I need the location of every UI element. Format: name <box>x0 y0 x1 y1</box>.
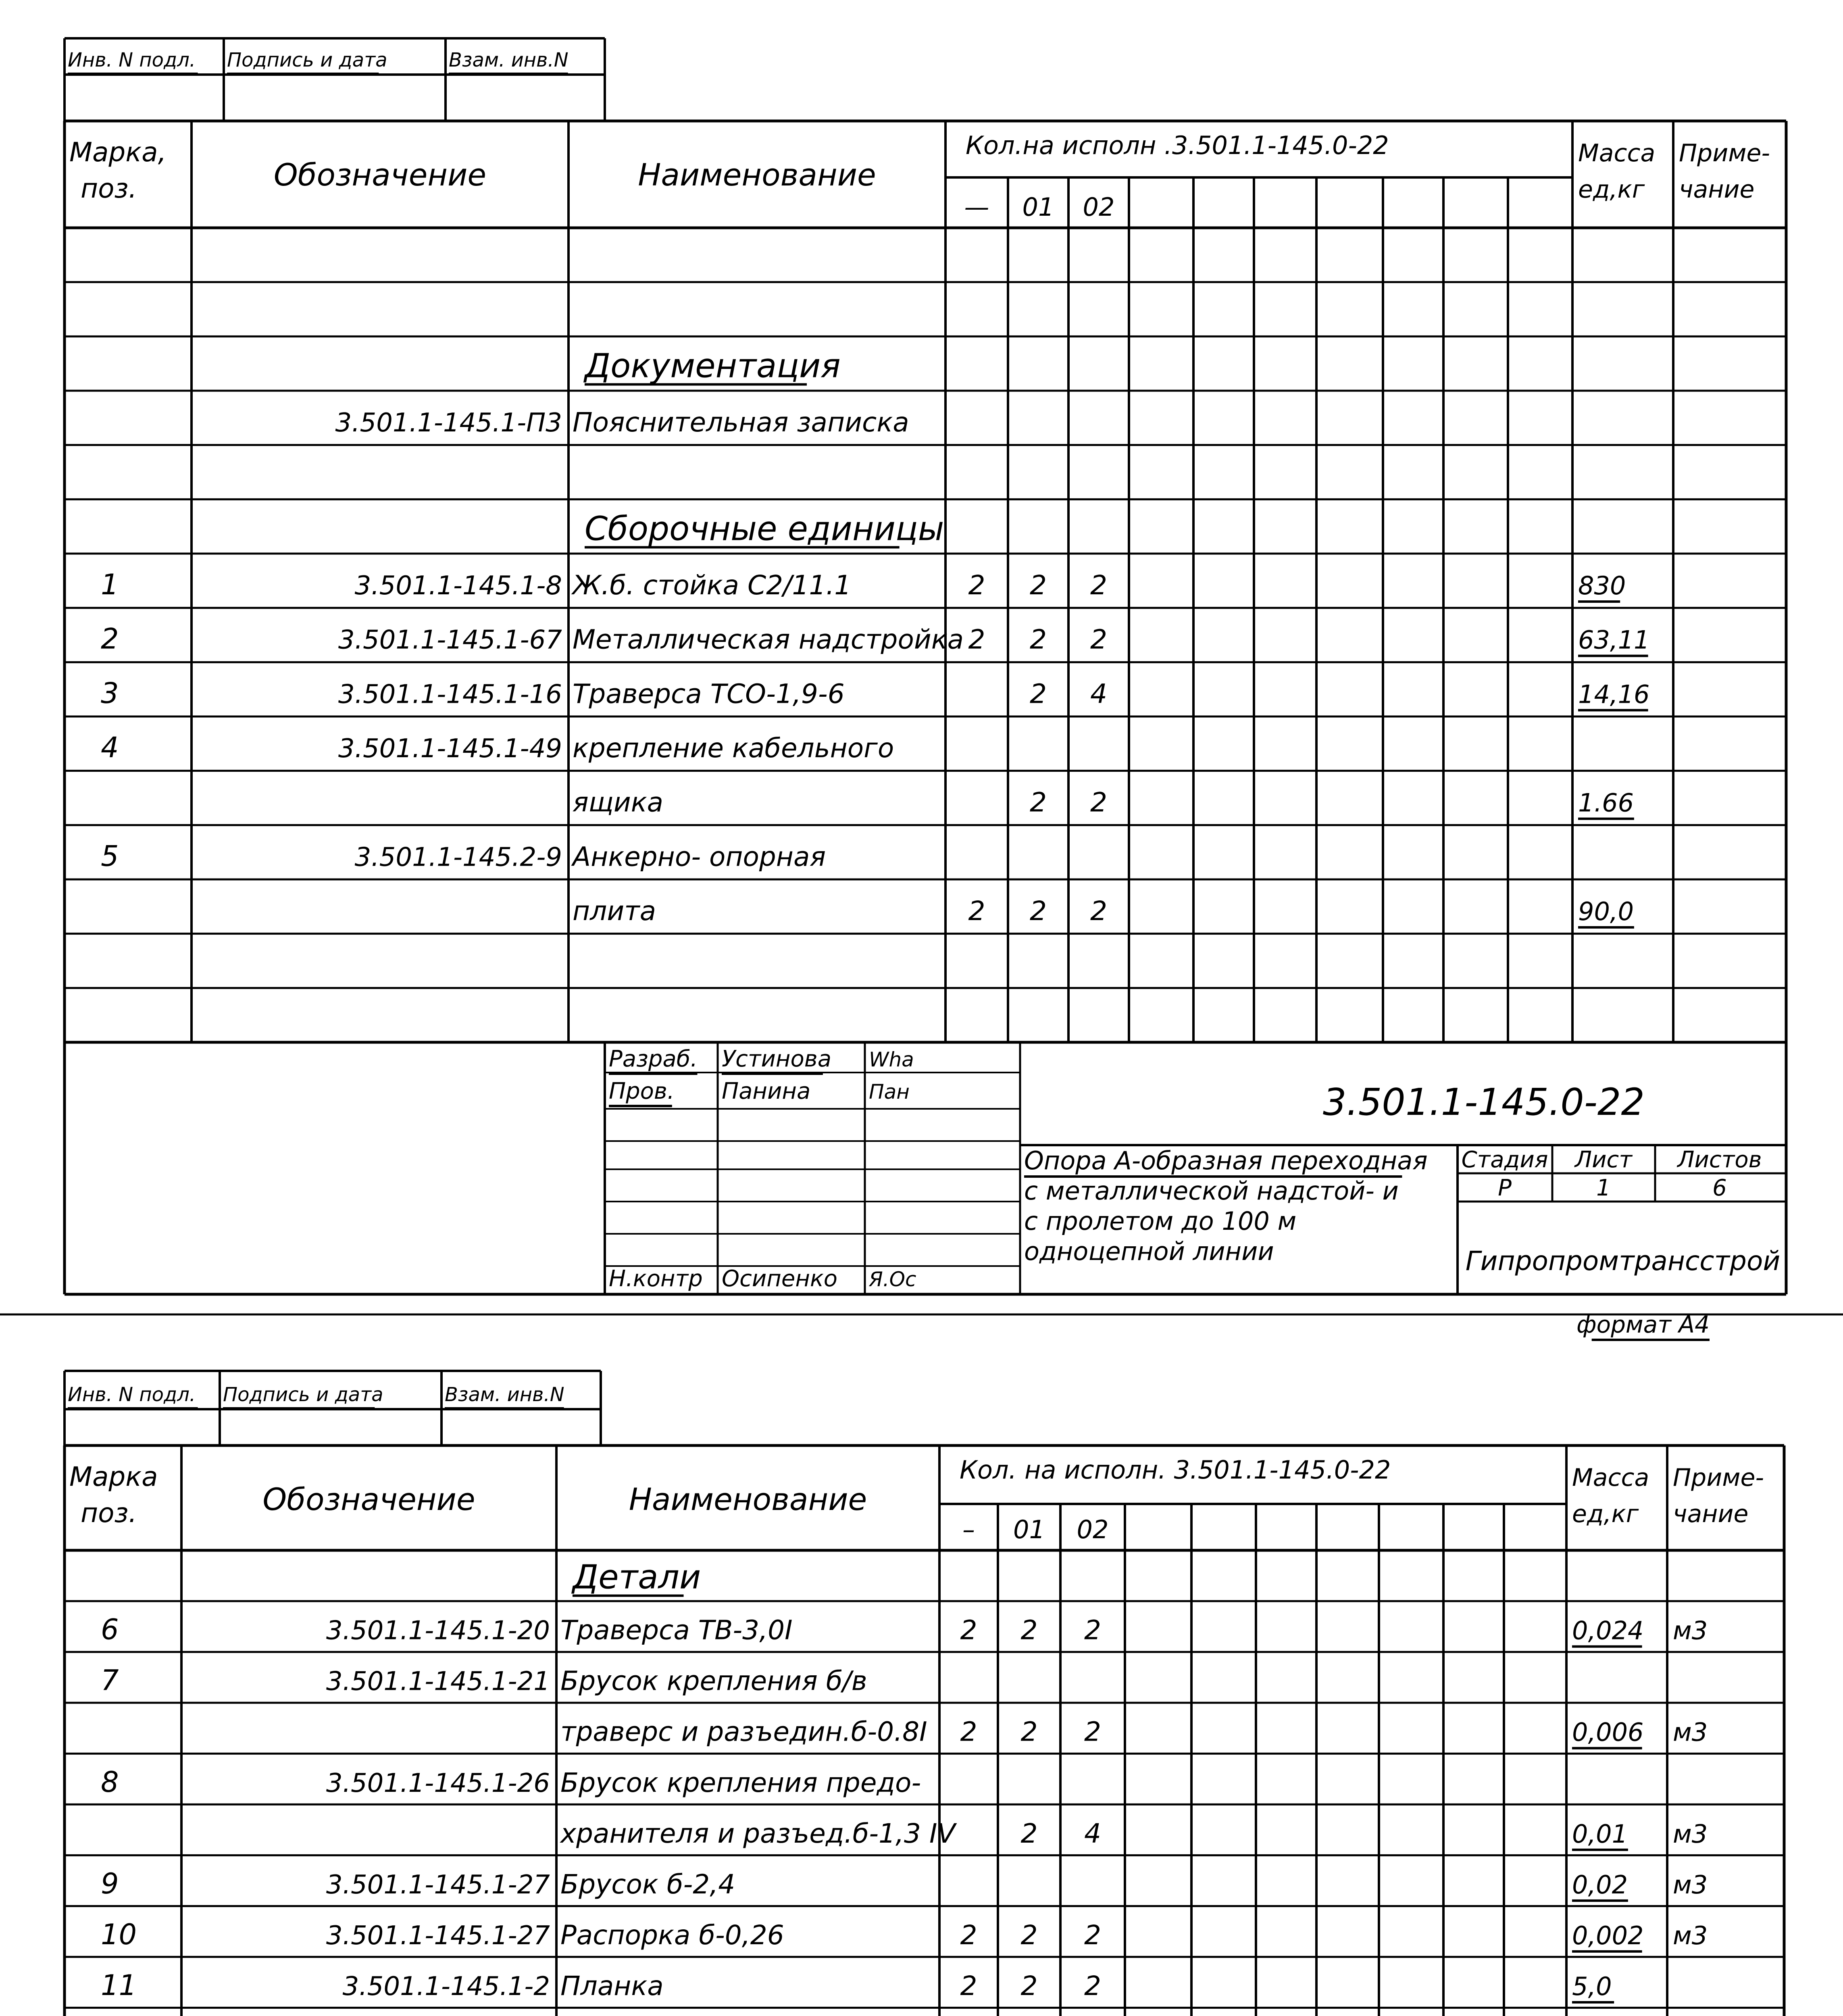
cell-position: 2 <box>101 622 119 656</box>
cell-name: Траверса ТСО-1,9-6 <box>573 678 845 710</box>
stamp-title-line: Опора А-образная переходная <box>1024 1146 1428 1175</box>
header-poz: поз. <box>81 1497 137 1529</box>
header-designation: Обозначение <box>273 157 487 193</box>
cell-designation: 3.501.1-145.1-21 <box>326 1666 550 1697</box>
cell-mass: 14,16 <box>1578 679 1650 709</box>
header-note: Приме- <box>1673 1464 1764 1492</box>
cell-qty-02: 2 <box>1084 1716 1101 1747</box>
header-name: Наименование <box>629 1481 867 1517</box>
cell-position: 9 <box>101 1867 119 1900</box>
cell-qty-02: 2 <box>1090 896 1107 927</box>
header-name: Наименование <box>638 157 876 193</box>
cell-name: Ж.б. стойка С2/11.1 <box>573 570 852 601</box>
cell-designation: 3.501.1-145.1-П3 <box>335 408 562 438</box>
stamp-checker-name: Панина <box>722 1078 811 1104</box>
cell-qty-base: 2 <box>968 624 985 655</box>
cell-designation: 3.501.1-145.1-2 <box>342 1971 550 2001</box>
cell-designation: 3.501.1-145.1-16 <box>338 679 562 710</box>
stamp-organization: Гипропромтрансстрой <box>1465 1245 1781 1277</box>
cell-name: ящика <box>573 787 664 818</box>
stamp-checked-label: Пров. <box>609 1078 675 1104</box>
corner-vzam-label: Взам. инв.N <box>449 49 569 71</box>
cell-qty-01: 2 <box>1020 1818 1038 1849</box>
cell-name: траверс и разъедин.б-0.8I <box>560 1716 927 1747</box>
header-variant-base: – <box>962 1515 975 1544</box>
cell-mass: 90,0 <box>1578 897 1634 926</box>
cell-name: хранителя и разъед.б-1,3 IV <box>560 1818 956 1849</box>
stamp-title-line: с металлической надстой- и <box>1024 1176 1399 1206</box>
cell-qty-base: 2 <box>960 1970 977 2001</box>
corner-sign-label: Подпись и дата <box>227 49 387 71</box>
stamp-sheet-value: 1 <box>1596 1175 1611 1201</box>
cell-name: Сборочные единицы <box>585 510 944 548</box>
cell-position: 3 <box>101 677 119 710</box>
header-mass: Масса <box>1578 139 1656 167</box>
stamp-stage-label: Стадия <box>1461 1147 1548 1173</box>
cell-name: Пояснительная записка <box>573 407 909 438</box>
cell-name: Планка <box>560 1970 664 2001</box>
cell-name: плита <box>573 896 656 927</box>
cell-note: м3 <box>1673 1920 1708 1950</box>
header-poz: поз. <box>81 173 137 204</box>
cell-note: м3 <box>1673 1717 1708 1747</box>
stamp-document-code: 3.501.1-145.0-22 <box>1323 1081 1645 1124</box>
cell-note: м3 <box>1673 1616 1708 1645</box>
stamp-developed-label: Разраб. <box>609 1046 698 1072</box>
cell-designation: 3.501.1-145.1-27 <box>326 1870 550 1900</box>
cell-position: 6 <box>101 1613 119 1646</box>
cell-name: крепление кабельного <box>573 733 894 764</box>
header-variant-base: — <box>964 192 989 222</box>
cell-mass: 0,01 <box>1572 1819 1628 1849</box>
header-quantity: Кол. на исполн. 3.501.1-145.0-22 <box>960 1455 1391 1485</box>
header-variant-01: 01 <box>1022 192 1054 222</box>
cell-qty-01: 2 <box>1030 570 1047 601</box>
header-mass: Масса <box>1572 1464 1649 1492</box>
cell-qty-02: 2 <box>1084 1970 1101 2001</box>
cell-qty-02: 4 <box>1090 678 1107 710</box>
header-quantity: Кол.на исполн .3.501.1-145.0-22 <box>966 131 1389 160</box>
cell-qty-02: 2 <box>1090 787 1107 818</box>
header-marka: Марка, <box>69 137 167 168</box>
header-note: Приме- <box>1679 139 1770 167</box>
stamp-developer-signature: Wha <box>869 1048 914 1071</box>
cell-position: 11 <box>101 1968 137 2002</box>
cell-qty-01: 2 <box>1020 1970 1038 2001</box>
header-variant-02: 02 <box>1083 192 1115 222</box>
corner-sign-label: Подпись и дата <box>223 1383 383 1406</box>
cell-qty-01: 2 <box>1020 1919 1038 1951</box>
cell-qty-02: 2 <box>1084 1919 1101 1951</box>
cell-qty-01: 2 <box>1030 896 1047 927</box>
stamp-title-line: с пролетом до 100 м <box>1024 1206 1297 1236</box>
cell-qty-01: 2 <box>1030 678 1047 710</box>
cell-designation: 3.501.1-145.1-20 <box>326 1616 550 1646</box>
cell-qty-02: 4 <box>1084 1818 1101 1849</box>
cell-mass: 0,006 <box>1572 1717 1644 1747</box>
stamp-sheets-label: Листов <box>1677 1147 1762 1173</box>
corner-inv-label: Инв. N подл. <box>68 49 196 71</box>
header-variant-01: 01 <box>1013 1515 1045 1544</box>
stamp-sheet-label: Лист <box>1575 1147 1632 1173</box>
cell-name: Распорка б-0,26 <box>560 1919 784 1951</box>
cell-position: 8 <box>101 1765 119 1799</box>
cell-note: м3 <box>1673 1819 1708 1849</box>
header-mass-unit: ед,кг <box>1572 1500 1639 1528</box>
cell-name: Брусок крепления предо- <box>560 1767 921 1798</box>
cell-name: Документация <box>585 347 841 385</box>
cell-name: Металлическая надстройка <box>573 624 964 655</box>
cell-qty-01: 2 <box>1020 1716 1038 1747</box>
cell-note: м3 <box>1673 1870 1708 1899</box>
cell-designation: 3.501.1-145.1-27 <box>326 1920 550 1951</box>
header-designation: Обозначение <box>262 1481 475 1517</box>
corner-vzam-label: Взам. инв.N <box>445 1383 564 1406</box>
cell-qty-base: 2 <box>968 570 985 601</box>
stamp-title-line: одноцепной линии <box>1024 1237 1274 1266</box>
header-variant-02: 02 <box>1077 1515 1109 1544</box>
cell-qty-base: 2 <box>960 1919 977 1951</box>
cell-designation: 3.501.1-145.1-8 <box>354 571 562 601</box>
cell-position: 1 <box>101 568 119 601</box>
cell-qty-base: 2 <box>960 1614 977 1646</box>
cell-name: Детали <box>573 1558 701 1597</box>
cell-qty-02: 2 <box>1090 570 1107 601</box>
sheet1-format-label: формат А4 <box>1576 1311 1710 1338</box>
cell-qty-01: 2 <box>1030 624 1047 655</box>
cell-qty-01: 2 <box>1020 1614 1038 1646</box>
cell-designation: 3.501.1-145.1-49 <box>338 734 562 764</box>
stamp-norm-control-label: Н.контр <box>609 1266 703 1292</box>
cell-mass: 830 <box>1578 571 1626 600</box>
cell-qty-02: 2 <box>1090 624 1107 655</box>
stamp-sheets-value: 6 <box>1712 1175 1727 1201</box>
header-note-2: чание <box>1679 175 1755 204</box>
header-marka: Марка <box>69 1461 158 1492</box>
stamp-developer-name: Устинова <box>722 1046 832 1072</box>
cell-mass: 0,02 <box>1572 1870 1628 1899</box>
cell-name: Траверса ТВ-3,0I <box>560 1614 793 1646</box>
cell-mass: 0,002 <box>1572 1920 1644 1950</box>
cell-name: Анкерно- опорная <box>573 841 826 873</box>
cell-position: 4 <box>101 731 119 764</box>
cell-mass: 5,0 <box>1572 1971 1612 2001</box>
cell-designation: 3.501.1-145.1-67 <box>338 625 562 655</box>
corner-inv-label: Инв. N подл. <box>68 1383 196 1406</box>
cell-qty-base: 2 <box>960 1716 977 1747</box>
stamp-norm-control-signature: Я.Ос <box>869 1268 916 1291</box>
stamp-checker-signature: Пан <box>869 1080 910 1104</box>
stamp-norm-control-name: Осипенко <box>722 1266 838 1292</box>
cell-position: 5 <box>101 839 119 873</box>
cell-qty-base: 2 <box>968 896 985 927</box>
cell-designation: 3.501.1-145.1-26 <box>326 1768 550 1798</box>
header-mass-unit: ед,кг <box>1578 175 1645 204</box>
cell-position: 7 <box>101 1664 119 1697</box>
cell-qty-01: 2 <box>1030 787 1047 818</box>
cell-name: Брусок б-2,4 <box>560 1868 735 1900</box>
cell-mass: 63,11 <box>1578 625 1650 655</box>
cell-mass: 0,024 <box>1572 1616 1644 1645</box>
cell-name: Брусок крепления б/в <box>560 1665 867 1697</box>
stamp-stage-value: Р <box>1498 1175 1512 1201</box>
header-note-2: чание <box>1673 1500 1749 1528</box>
cell-position: 10 <box>101 1918 137 1951</box>
cell-qty-02: 2 <box>1084 1614 1101 1646</box>
cell-mass: 1.66 <box>1578 788 1634 818</box>
cell-designation: 3.501.1-145.2-9 <box>354 842 562 873</box>
